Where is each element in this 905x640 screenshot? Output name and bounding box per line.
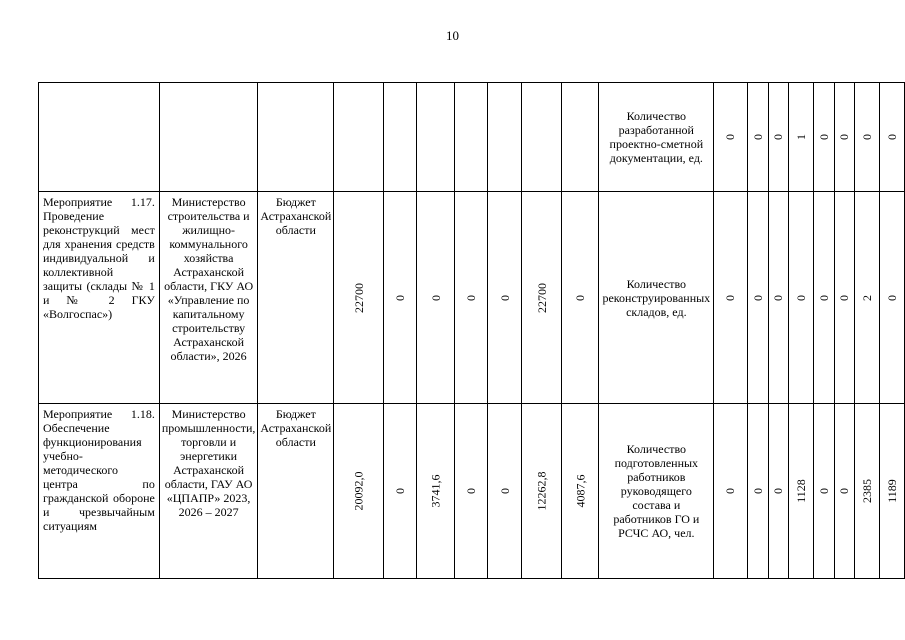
value-cell: 22700 — [522, 192, 562, 404]
target-cell: 0 — [813, 404, 834, 579]
value-cell — [522, 83, 562, 192]
value-cell: 0 — [454, 192, 488, 404]
value-cell: 0 — [383, 192, 417, 404]
indicator-cell: Количество разработанной проектно-сметной документации, ед. — [599, 83, 714, 192]
target-cell: 0 — [834, 83, 855, 192]
target-cell: 0 — [714, 404, 748, 579]
target-cell: 0 — [813, 192, 834, 404]
measure-cell: Мероприятие 1.18. Обеспечение функционирования учебно-методического центра по гражданской обороне и чрезвычайным ситуациям — [39, 404, 160, 579]
target-cell: 0 — [768, 404, 789, 579]
table-row — [39, 192, 905, 404]
target-cell: 0 — [813, 83, 834, 192]
value-cell — [454, 83, 488, 192]
indicator-cell: Количество реконструированных складов, ед. — [599, 192, 714, 404]
value-cell — [334, 83, 383, 192]
value-cell: 0 — [454, 404, 488, 579]
target-cell: 1189 — [880, 404, 905, 579]
executor-cell: Министерство строительства и жилищно-коммунального хозяйства Астраханской области, ГКУ АО «Управление по капитальному строительству Астраханской области», 2026 — [159, 192, 258, 404]
target-cell: 0 — [714, 83, 748, 192]
program-measures-table — [38, 82, 905, 579]
target-cell: 0 — [768, 192, 789, 404]
target-cell: 0 — [714, 192, 748, 404]
executor-cell — [159, 83, 258, 192]
table-row — [39, 83, 905, 192]
source-cell — [258, 83, 334, 192]
value-cell — [417, 83, 454, 192]
source-cell: Бюджет Астраханской области — [258, 192, 334, 404]
target-cell: 0 — [880, 83, 905, 192]
target-cell: 1 — [789, 83, 814, 192]
executor-cell: Министерство промышленности, торговли и энергетики Астраханской области, ГАУ АО «ЦПАПР» 2023, 2026 – 2027 — [159, 404, 258, 579]
target-cell: 0 — [834, 404, 855, 579]
indicator-cell: Количество подготовленных работников руководящего состава и работников ГО и РСЧС АО, чел. — [599, 404, 714, 579]
target-cell: 0 — [855, 83, 880, 192]
value-cell: 12262,8 — [522, 404, 562, 579]
value-cell: 0 — [417, 192, 454, 404]
value-cell: 0 — [488, 404, 522, 579]
target-cell: 2 — [855, 192, 880, 404]
target-cell: 0 — [789, 192, 814, 404]
table-row — [39, 404, 905, 579]
value-cell — [488, 83, 522, 192]
target-cell: 0 — [880, 192, 905, 404]
value-cell: 20092,0 — [334, 404, 383, 579]
target-cell: 0 — [747, 192, 768, 404]
value-cell — [383, 83, 417, 192]
measure-cell: Мероприятие 1.17. Проведение реконструкций мест для хранения средств индивидуальной и коллективной защиты (склады № 1 и № 2 ГКУ «Волгоспас») — [39, 192, 160, 404]
target-cell: 0 — [747, 83, 768, 192]
source-cell: Бюджет Астраханской области — [258, 404, 334, 579]
value-cell: 0 — [562, 192, 599, 404]
value-cell: 22700 — [334, 192, 383, 404]
target-cell: 2385 — [855, 404, 880, 579]
value-cell: 0 — [488, 192, 522, 404]
target-cell: 0 — [768, 83, 789, 192]
value-cell: 0 — [383, 404, 417, 579]
page-number: 10 — [446, 28, 459, 43]
value-cell — [562, 83, 599, 192]
target-cell: 1128 — [789, 404, 814, 579]
value-cell: 4087,6 — [562, 404, 599, 579]
measure-cell — [39, 83, 160, 192]
target-cell: 0 — [747, 404, 768, 579]
target-cell: 0 — [834, 192, 855, 404]
value-cell: 3741,6 — [417, 404, 454, 579]
